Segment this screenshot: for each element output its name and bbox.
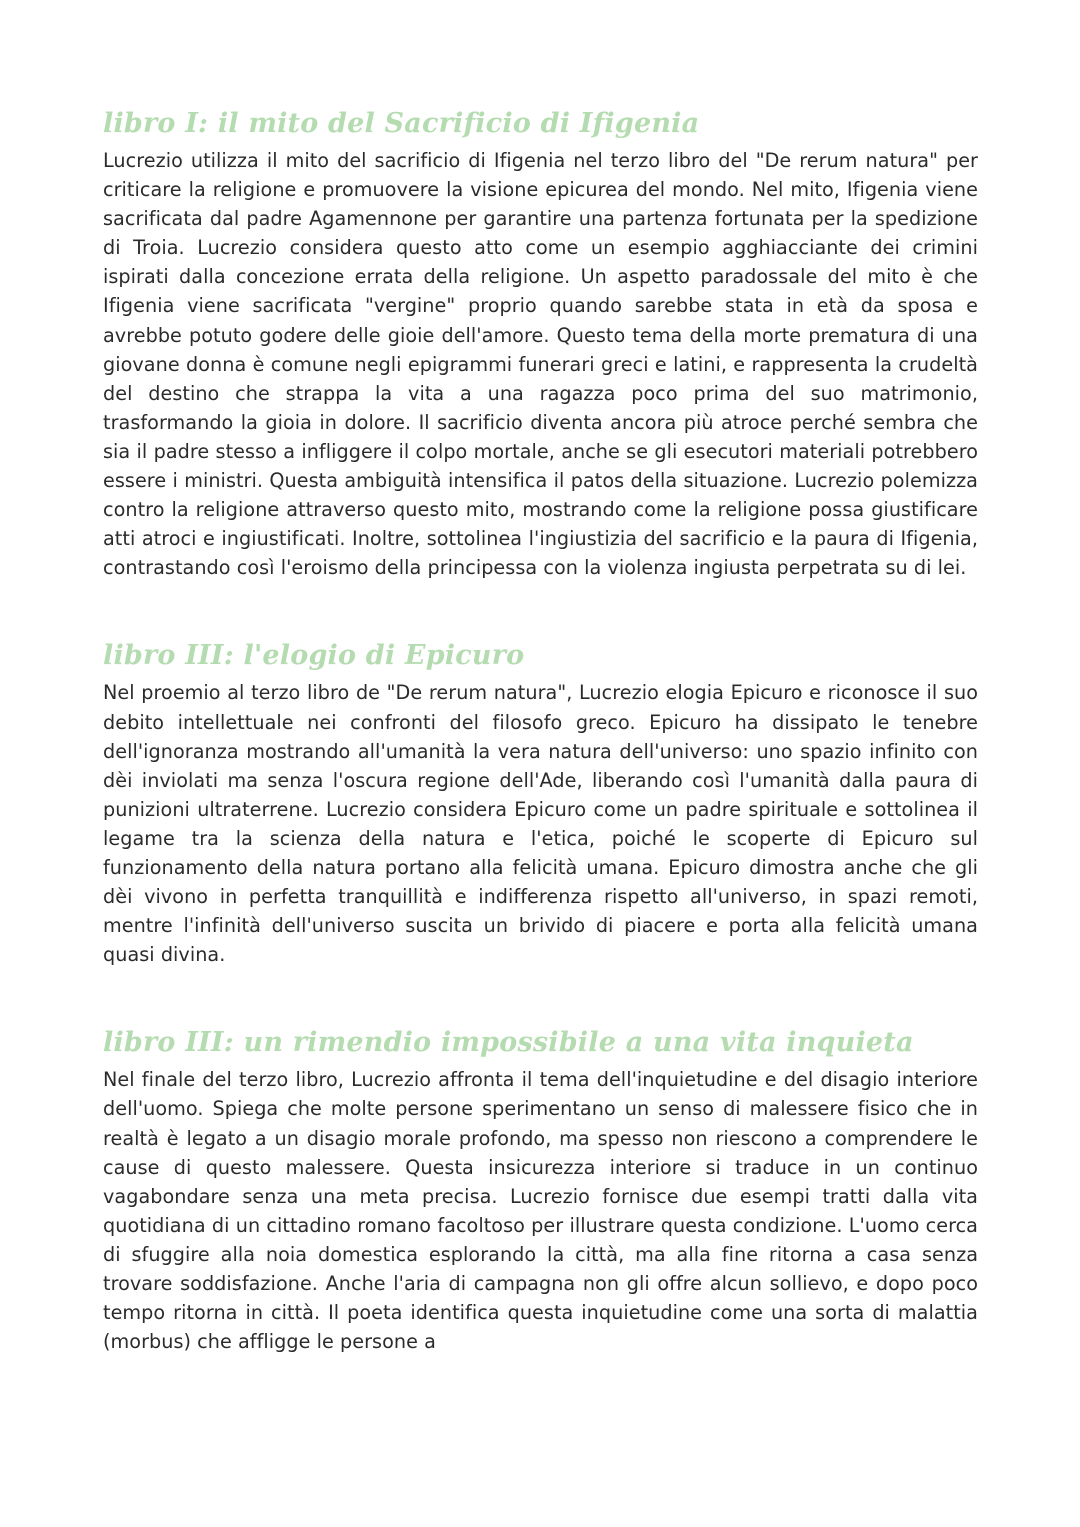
section-vita-inquieta bbox=[103, 1019, 978, 1356]
section-ifigenia bbox=[103, 100, 978, 582]
section-heading: libro I: il mito del Sacrificio di Ifigenia bbox=[103, 108, 700, 139]
section-heading: libro III: un rimendio impossibile a una vita inquieta bbox=[103, 1027, 914, 1059]
section-epicuro bbox=[103, 632, 978, 969]
document-page bbox=[103, 100, 978, 1356]
section-heading: libro III: l'elogio di Epicuro bbox=[103, 640, 525, 672]
section-paragraph: Nel finale del terzo libro, Lucrezio affronta il tema dell'inquietudine e del disagio interiore dell'uomo. Spiega che molte persone sperimentano un senso di malessere fisico che in realtà è legato a un disagio morale profondo, ma spesso non riescono a comprendere le cause di questo malessere. Questa insicurezza interiore si traduce in un continuo vagabondare senza una meta precisa. Lucrezio fornisce due esempi tratti dalla vita quotidiana di un cittadino romano facoltoso per illustrare questa condizione. L'uomo cerca di sfuggire alla noia domestica esplorando la città, ma alla fine ritorna a casa senza trovare soddisfazione. Anche l'aria di campagna non gli offre alcun sollievo, e dopo poco tempo ritorna in città. Il poeta identifica questa inquietudine come una sorta di malattia (morbus) che affligge le persone a bbox=[103, 1068, 978, 1354]
section-paragraph: Lucrezio utilizza il mito del sacrificio di Ifigenia nel terzo libro del "De rerum natura" per criticare la religione e promuovere la visione epicurea del mondo. Nel mito, Ifigenia viene sacrificata dal padre Agamennone per garantire una partenza fortunata per la spedizione di Troia. Lucrezio considera questo atto come un esempio agghiacciante dei crimini ispirati dalla concezione errata della religione. Un aspetto paradossale del mito è che Ifigenia viene sacrificata "vergine" proprio quando sarebbe stata in età da sposa e avrebbe potuto godere delle gioie dell'amore. Questo tema della morte prematura di una giovane donna è comune negli epigrammi funerari greci e latini, e rappresenta la crudeltà del destino che strappa la vita a una ragazza poco prima del suo matrimonio, trasformando la gioia in dolore. Il sacrificio diventa ancora più atroce perché sembra che sia il padre stesso a infliggere il colpo mortale, anche se gli esecutori materiali potrebbero essere i ministri. Questa ambiguità intensifica il patos della situazione. Lucrezio polemizza contro la religione attraverso questo mito, mostrando come la religione possa giustificare atti atroci e ingiustificati. Inoltre, sottolinea l'ingiustizia del sacrificio e la paura di Ifigenia, contrastando così l'eroismo della principessa con la violenza ingiusta perpetrata su di lei. bbox=[103, 149, 978, 580]
section-paragraph: Nel proemio al terzo libro de "De rerum natura", Lucrezio elogia Epicuro e riconosce il suo debito intellettuale nei confronti del filosofo greco. Epicuro ha dissipato le tenebre dell'ignoranza mostrando all'umanità la vera natura dell'universo: uno spazio infinito con dèi inviolati ma senza l'oscura regione dell'Ade, liberando così l'umanità dalla paura di punizioni ultraterrene. Lucrezio considera Epicuro come un padre spirituale e sottolinea il legame tra la scienza della natura e l'etica, poiché le scoperte di Epicuro sul funzionamento della natura portano alla felicità umana. Epicuro dimostra anche che gli dèi vivono in perfetta tranquillità e indifferenza rispetto all'universo, in spazi remoti, mentre l'infinità dell'universo suscita un brivido di piacere e porta alla felicità umana quasi divina. bbox=[103, 681, 978, 967]
